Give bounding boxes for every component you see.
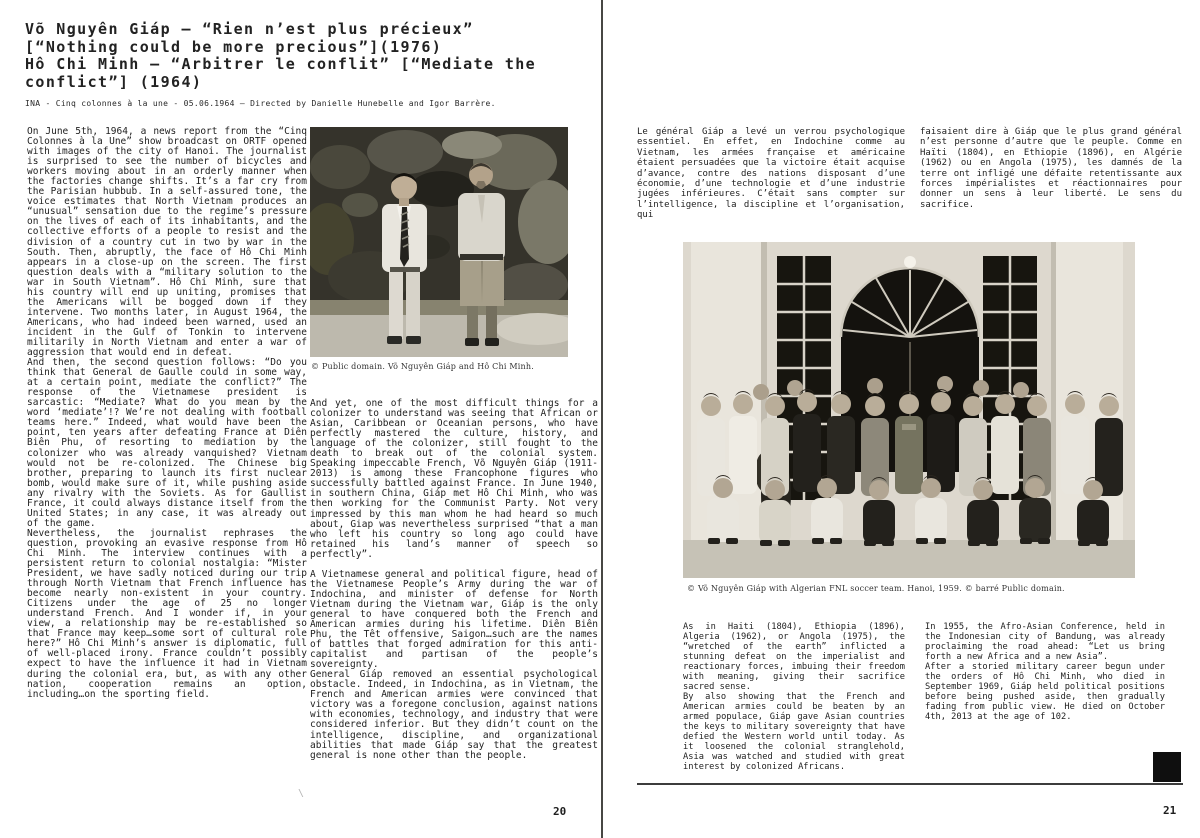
body-paragraph: General Giáp removed an essential psychological obstacle. Indeed, in Indochina, as in Vietnam, the French and American armies were convinced that victory was a foregone conclusion, against nations with economies, technology, and industry that were considered inferior. But they didn’t count on the intelligence, discipline, and organizational abilities that made Giáp say that the greatest general is none other than the people. [310,669,598,761]
body-paragraph: After a storied military career begun under the orders of Hô Chi Minh, who died in September 1969, Giáp held political positions before being pushed aside, then gradually fading from public view. He died on October 4th, 2013 at the age of 102. [925,662,1165,722]
right-page-column-2 [920,127,1182,210]
title-line: Võ Nguyên Giáp — “Rien n’est plus précieux” [25,20,474,38]
photo-giap-with-algerian-fnl-team [683,242,1135,578]
photo-caption: © Võ Nguyên Giáp with Algerian FNL soccer team. Hanoi, 1959. © barré Public domain. [687,584,1065,593]
right-page-column-1 [637,127,905,221]
left-page-column-1 [27,127,307,700]
body-paragraph: On June 5th, 1964, a news report from the “Cinq Colonnes à la Une” show broadcast on ORTF opened with images of the city of Hanoi. The journalist is surprised to see the number of bicycles and workers moving about in an orderly manner when the factories change shifts. It’s a far cry from the Parisian hubbub. In a self-assured tone, the voice estimates that North Vietnam produces an “unusual” sensation due to the regime’s pressure on the lives of each of its inhabitants, and the collective efforts of a people to resist and the division of a country cut in two by war in the South. Then, abruptly, the face of Hô Chi Minh appears in a close-up on the screen. The first question deals with a “military solution to the war in South Vietnam”. Hô Chi Minh, sure that his country will end up uniting, promises that the Americans will be bogged down if they intervene. Two months later, in August 1964, the Americans, who had indeed been warned, used an incident in the Gulf of Tonkin to intervene militarily in North Vietnam and enter a war of aggression that would end in defeat. [27,126,307,359]
body-paragraph: By also showing that the French and American armies could be beaten by an armed populace, Giáp gave Asian countries the keys to military sovereignty that have defied the Western world until today. As it loosened the colonial stranglehold, Asia was watched and studied with great interest by colonized Africans. [683,692,905,772]
body-paragraph: In 1955, the Afro-Asian Conference, held in the Indonesian city of Bandung, was already proclaiming the road ahead: “Let us bring forth a new Africa and a new Asia”. [925,622,1165,662]
body-paragraph: Le général Giáp a levé un verrou psychologique essentiel. En effet, en Indochine comme au Vietnam, les armées française et américaine étaient persuadées que la victoire était acquise d’avance, contre des nations disposant d’une économie, d’une technologie et d’une industrie jugées inférieures. C’était sans compter sur l’intelligence, la discipline et l’organisation, qui [637,127,905,221]
page-number-20: 20 [553,805,567,818]
scan-artifact: \ [298,788,305,799]
footer-black-square [1153,752,1181,782]
photo-giap-and-ho-chi-minh-illustration [310,127,568,357]
photo-giap-and-ho-chi-minh [310,127,568,357]
body-paragraph: A Vietnamese general and political figure, head of the Vietnamese People’s Army during the war of Indochina, and minister of defense for North Vietnam during the Vietnam war, Giáp is the only general to have conquered both the French and American armies during his lifetime. Diên Biên Phu, the Têt offensive, Saigon…such are the names of battles that forged admiration for this anti-capitalist and partisan of the people’s sovereignty. [310,568,598,671]
body-paragraph: And then, the second question follows: “Do you think that General de Gaulle could in some way, at a certain point, mediate the conflict?” The response of the Vietnamese president is sarcastic: “Mediate? What do you mean by the word ‘mediate’!? We’re not dealing with football teams here.” Indeed, what would have been the point, ten years after defeating France at Diên Biên Phu, of resorting to mediation by the colonizer who was already vanquished? Vietnam would not be re-colonized. The Chinese big brother, preparing to launch its first nuclear bomb, would make sure of it, while pushing aside any rivalry with the Soviets. As for Gaullist France, it could always distance itself from the United States; in any case, it was already out of the game. [27,357,307,529]
page-number-21: 21 [1163,804,1177,817]
body-paragraph: faisaient dire à Giáp que le plus grand général n’est personne d’autre que le peuple. Comme en Haïti (1804), en Ethiopie (1896), en Algérie (1962) ou en Angola (1975), les damnés de la terre ont infligé une défaite retentissante aux forces impérialistes et réactionnaires pour donner un sens à leur liberté. Le sens du sacrifice. [920,127,1182,210]
body-paragraph: As in Haiti (1804), Ethiopia (1896), Algeria (1962), or Angola (1975), the “wretched of the earth” inflicted a stunning defeat on the imperialist and reactionary forces, imbuing their freedom with meaning, giving their sacrifice sacred sense. [683,622,905,692]
title-line: [“Nothing could be more precious”](1976) [25,37,443,56]
body-paragraph: And yet, one of the most difficult things for a colonizer to understand was seeing that African or Asian, Caribbean or Oceanian persons, who have perfectly mastered the culture, history, and language of the colonizer, still fought to the death to break out of the colonial system. Speaking impeccable French, Võ Nguyên Giáp (1911-2013) is among these Francophone figures who successfully battled against France. In June 1940, in southern China, Giáp met Hô Chi Minh, who was then working for the Communist Party. Not very impressed by this man whom he had heard so much about, Giap was nevertheless surprised “that a man who left his country so long ago could have retained his land’s manner of speech so perfectly”. [310,398,598,560]
left-page-column-2 [310,399,598,761]
page-gutter-divider [601,0,603,838]
title-line: conflict”] (1964) [25,72,203,91]
title-line: Hô Chi Minh — “Arbitrer le conflit” [“Mediate the [25,55,537,74]
body-paragraph: Nevertheless, the journalist rephrases the question, provoking an evasive response from Hô Chi Minh. The interview continues with a persistent return to colonial nostalgia: “Mister President, we have sadly noticed during our trip through North Vietnam that French influence has become nearly non-existent in your country. Citizens under the age of 25 no longer understand French. And I wonder if, in your view, a relationship may be re-established so that France may keep…some sort of cultural role here?” Hô Chi Minh’s answer is diplomatic, full of well-placed irony. France couldn’t possibly expect to have the influence it had in Vietnam during the colonial era, but, as with any other nation, cooperation remains an option, including…on the sporting field. [27,527,307,700]
article-title [25,21,536,91]
article-subtitle: INA - Cinq colonnes à la une - 05.06.1964 — Directed by Danielle Hunebelle and Igor Barrère. [25,99,496,108]
footer-rule [637,783,1183,785]
right-page-bottom-column-1 [683,622,905,772]
photo-caption: © Public domain. Võ Nguyên Giáp and Hô Chi Minh. [311,362,534,371]
right-page-bottom-column-2 [925,622,1165,722]
photo-giap-with-algerian-fnl-team-illustration [683,242,1135,578]
